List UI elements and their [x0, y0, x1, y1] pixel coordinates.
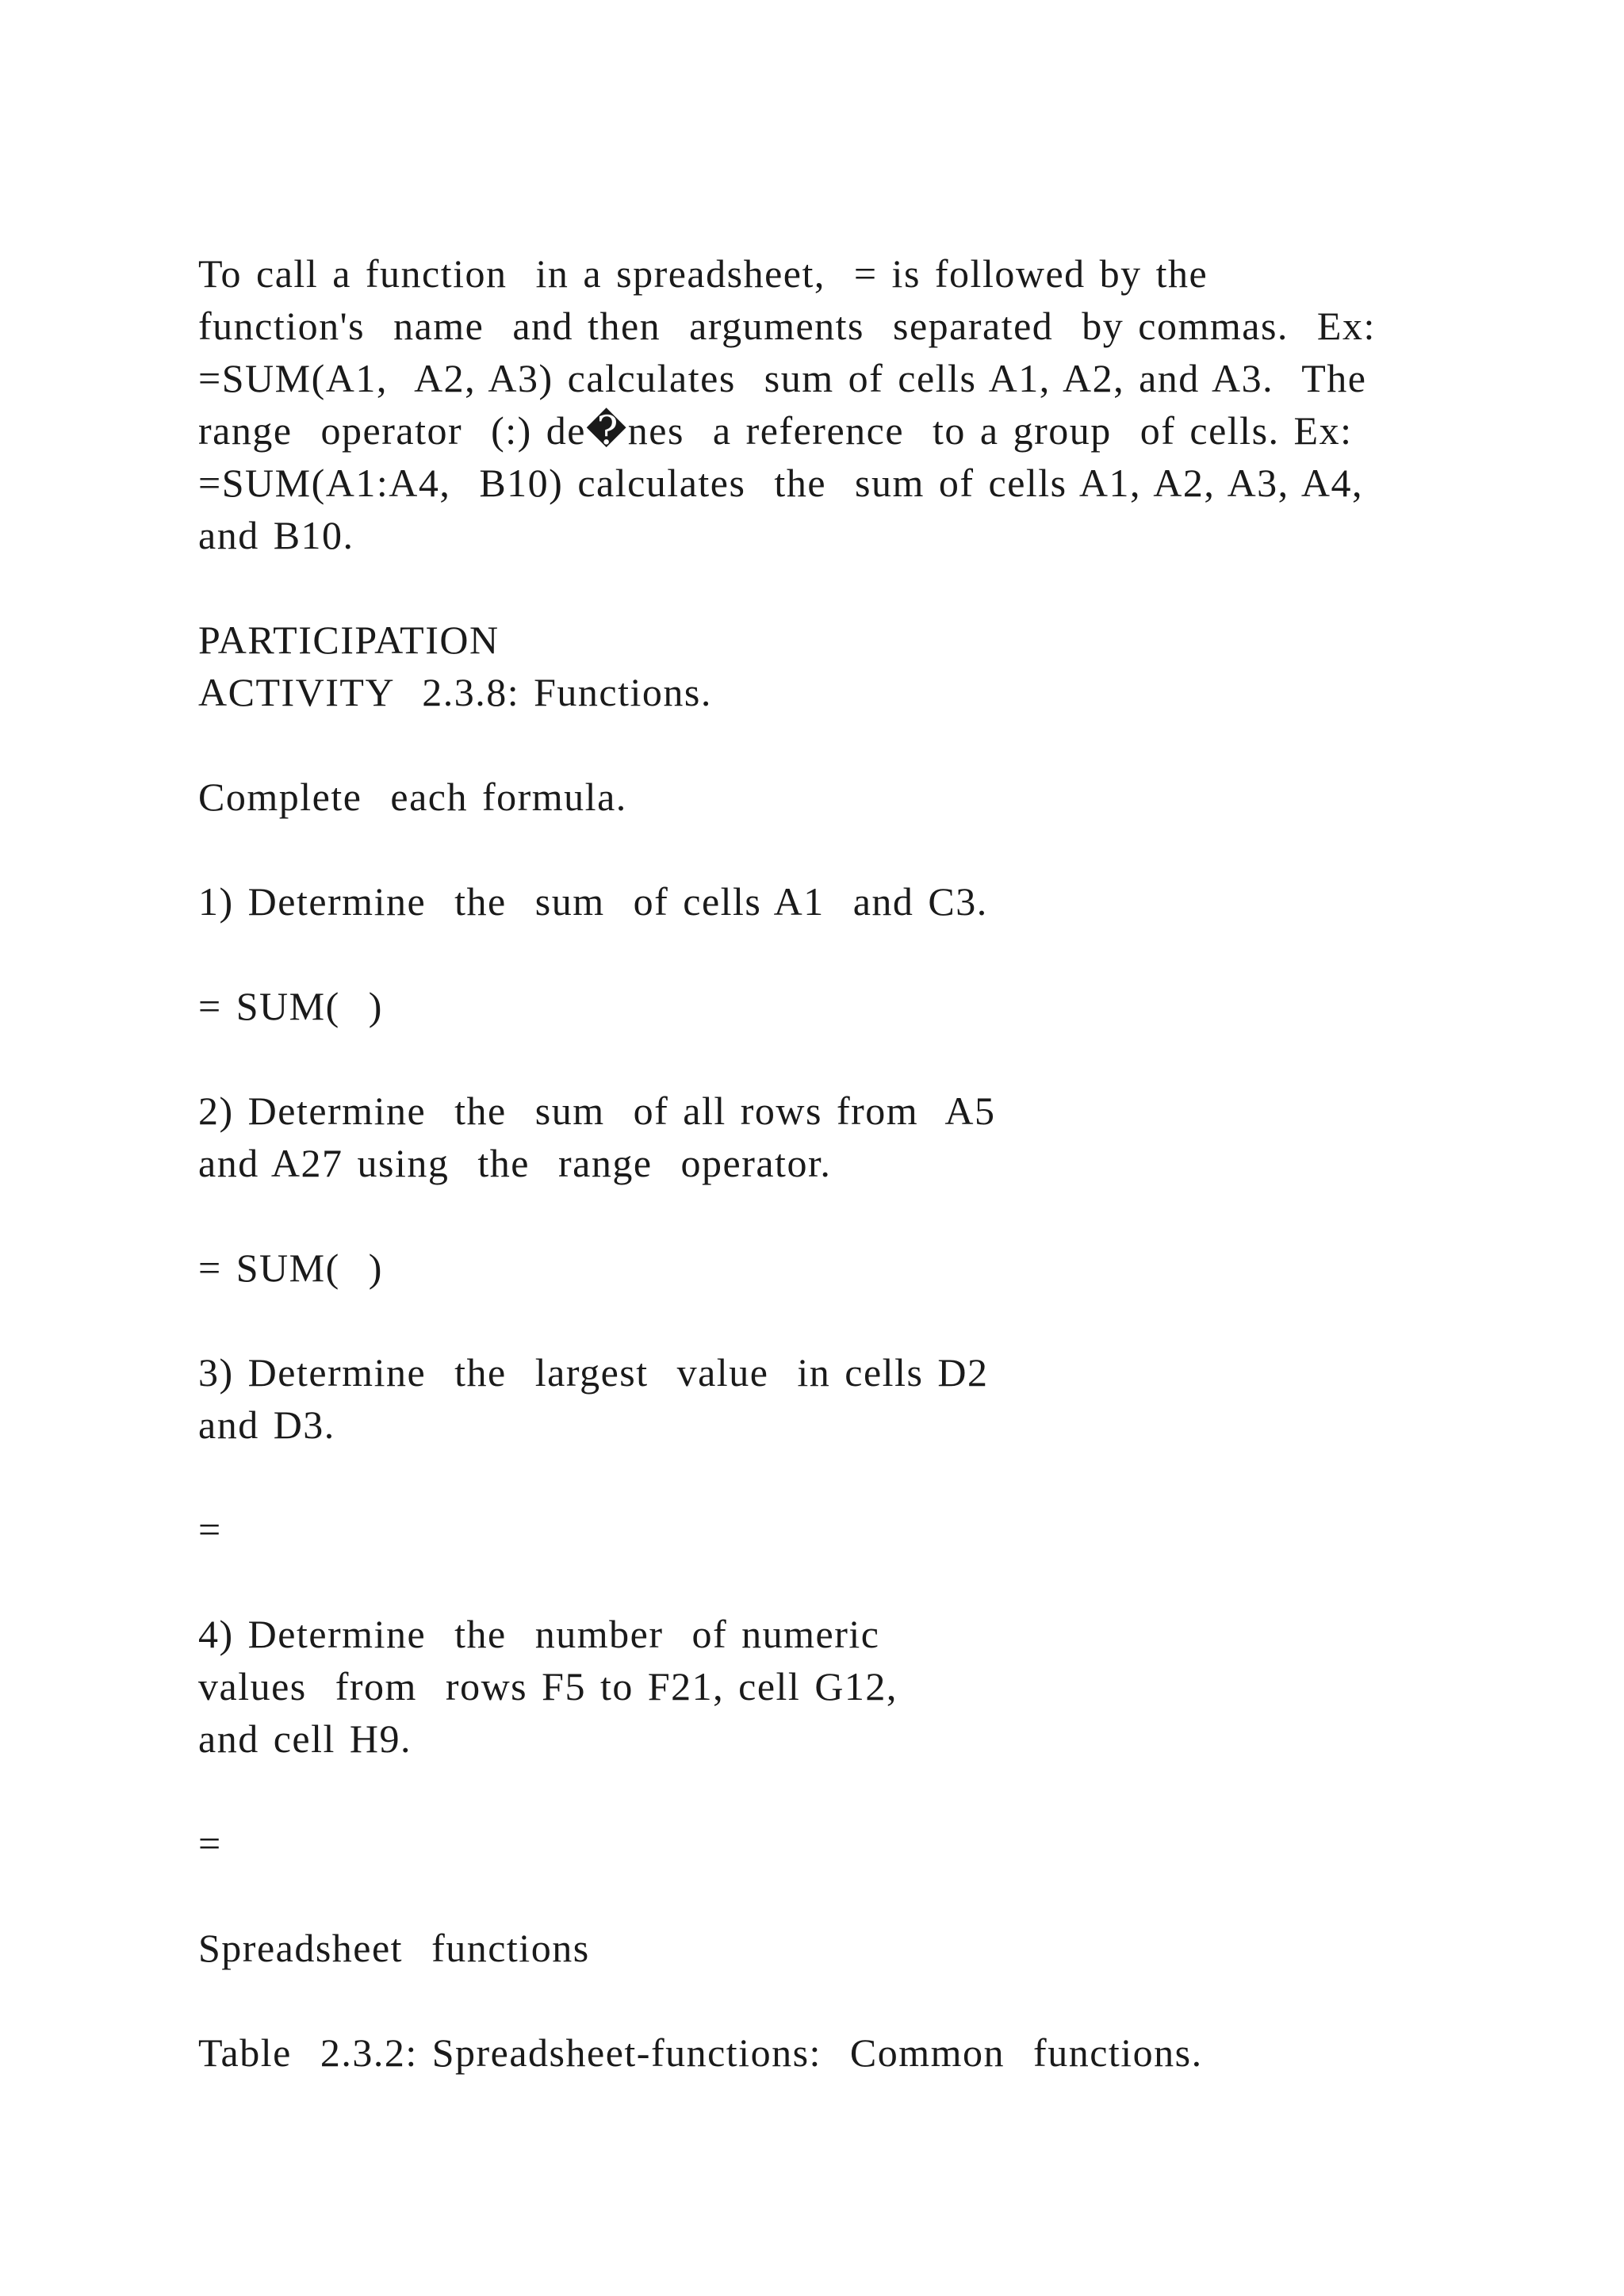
question-text: and A27 using the range operator.	[198, 1141, 832, 1185]
activity-header-line2: ACTIVITY 2.3.8: Functions.	[198, 670, 712, 714]
section-heading: Spreadsheet functions	[198, 1926, 590, 1970]
activity-header-line1: PARTICIPATION	[198, 618, 500, 662]
intro-line: and B10.	[198, 513, 354, 557]
question-text: 2) Determine the sum of all rows from A5	[198, 1089, 996, 1133]
question-text: 1) Determine the sum of cells A1 and C3.	[198, 879, 988, 924]
intro-line: To call a function in a spreadsheet, = is followed by the	[198, 251, 1208, 296]
answer-formula[interactable]: =	[198, 1821, 222, 1866]
intro-line: function's name and then arguments separated by commas. Ex:	[198, 304, 1376, 348]
question-text: 3) Determine the largest value in cells D2	[198, 1350, 989, 1395]
table-caption: Table 2.3.2: Spreadsheet-functions: Common functions.	[198, 2030, 1203, 2075]
question-text: and cell H9.	[198, 1716, 412, 1761]
intro-line: range operator (:) de�nes a reference to a group of cells. Ex:	[198, 408, 1353, 453]
answer-formula[interactable]: =	[198, 1507, 222, 1552]
activity-instruction: Complete each formula.	[198, 775, 627, 819]
intro-line: =SUM(A1, A2, A3) calculates sum of cells A1, A2, and A3. The	[198, 356, 1367, 400]
answer-formula[interactable]: = SUM( )	[198, 1246, 383, 1290]
intro-line: =SUM(A1:A4, B10) calculates the sum of cells A1, A2, A3, A4,	[198, 461, 1364, 505]
question-text: values from rows F5 to F21, cell G12,	[198, 1664, 898, 1709]
question-text: and D3.	[198, 1402, 335, 1447]
answer-formula[interactable]: = SUM( )	[198, 984, 383, 1028]
question-text: 4) Determine the number of numeric	[198, 1612, 880, 1656]
